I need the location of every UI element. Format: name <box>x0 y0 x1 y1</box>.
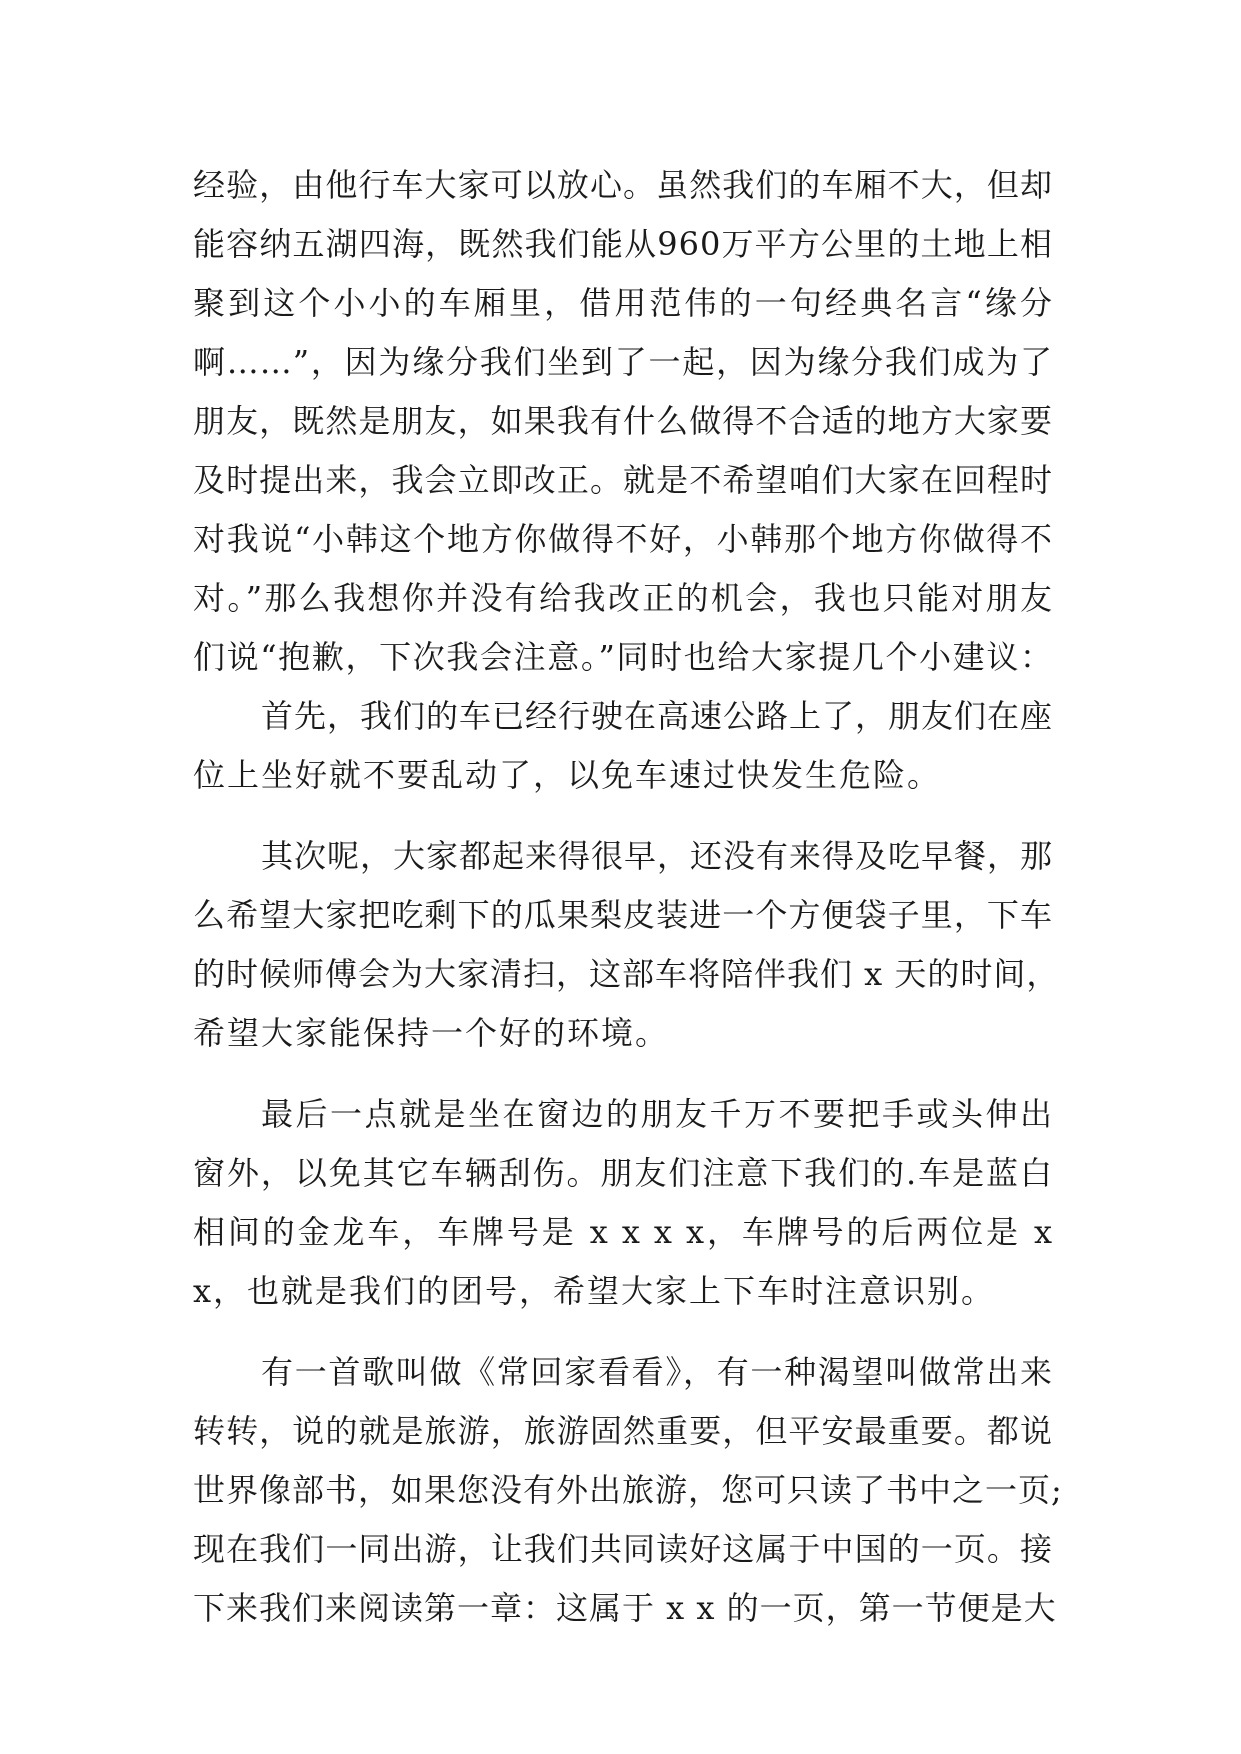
text-line: 朋友，既然是朋友，如果我有什么做得不合适的地方大家要 <box>193 402 1053 440</box>
text-line: 对。”那么我想你并没有给我改正的机会，我也只能对朋友 <box>193 579 1053 617</box>
text-line: 其次呢，大家都起来得很早，还没有来得及吃早餐，那 <box>261 837 1054 875</box>
text-line: 下来我们来阅读第一章：这属于 x x 的一页，第一节便是大 <box>193 1589 1057 1627</box>
paragraph-spacer <box>193 1321 1053 1343</box>
text-line: 的时候师傅会为大家清扫，这部车将陪伴我们 x 天的时间， <box>193 955 1060 993</box>
text-line: 么希望大家把吃剩下的瓜果梨皮装进一个方便袋子里，下车 <box>193 896 1053 934</box>
text-line: 窗外，以免其它车辆刮伤。朋友们注意下我们的.车是蓝白 <box>193 1154 1053 1192</box>
paragraph-spacer <box>193 1063 1053 1085</box>
paragraph-spacer <box>193 805 1053 827</box>
text-line: 最后一点就是坐在窗边的朋友千万不要把手或头伸出 <box>261 1095 1053 1133</box>
paragraph-3 <box>193 827 1060 1063</box>
body-text <box>193 156 1063 1638</box>
text-line: 现在我们一同出游，让我们共同读好这属于中国的一页。接 <box>193 1530 1053 1568</box>
text-line: 首先，我们的车已经行驶在高速公路上了，朋友们在座 <box>261 697 1054 735</box>
text-line: 转转，说的就是旅游，旅游固然重要，但平安最重要。都说 <box>193 1412 1053 1450</box>
text-line: 及时提出来，我会立即改正。就是不希望咱们大家在回程时 <box>193 461 1053 499</box>
text-line: 啊……”，因为缘分我们坐到了一起，因为缘分我们成为了 <box>193 343 1053 381</box>
text-line: 相间的金龙车，车牌号是 x x x x，车牌号的后两位是 x <box>193 1213 1053 1251</box>
text-line: x，也就是我们的团号，希望大家上下车时注意识别。 <box>193 1272 996 1310</box>
paragraph-1 <box>193 156 1053 687</box>
text-line: 能容纳五湖四海，既然我们能从960万平方公里的土地上相 <box>193 225 1053 263</box>
paragraph-4 <box>193 1085 1053 1321</box>
text-line: 们说“抱歉，下次我会注意。”同时也给大家提几个小建议： <box>193 638 1053 676</box>
text-line: 位上坐好就不要乱动了，以免车速过快发生危险。 <box>193 756 942 794</box>
paragraph-2 <box>193 687 1053 805</box>
text-line: 希望大家能保持一个好的环境。 <box>193 1014 670 1052</box>
text-line: 聚到这个小小的车厢里，借用范伟的一句经典名言“缘分 <box>193 284 1053 322</box>
paragraph-5 <box>193 1343 1063 1638</box>
text-line: 对我说“小韩这个地方你做得不好，小韩那个地方你做得不 <box>193 520 1053 558</box>
text-line: 有一首歌叫做《常回家看看》，有一种渴望叫做常出来 <box>261 1353 1053 1391</box>
text-line: 世界像部书，如果您没有外出旅游，您可只读了书中之一页; <box>193 1471 1063 1509</box>
text-line: 经验，由他行车大家可以放心。虽然我们的车厢不大，但却 <box>193 166 1053 204</box>
